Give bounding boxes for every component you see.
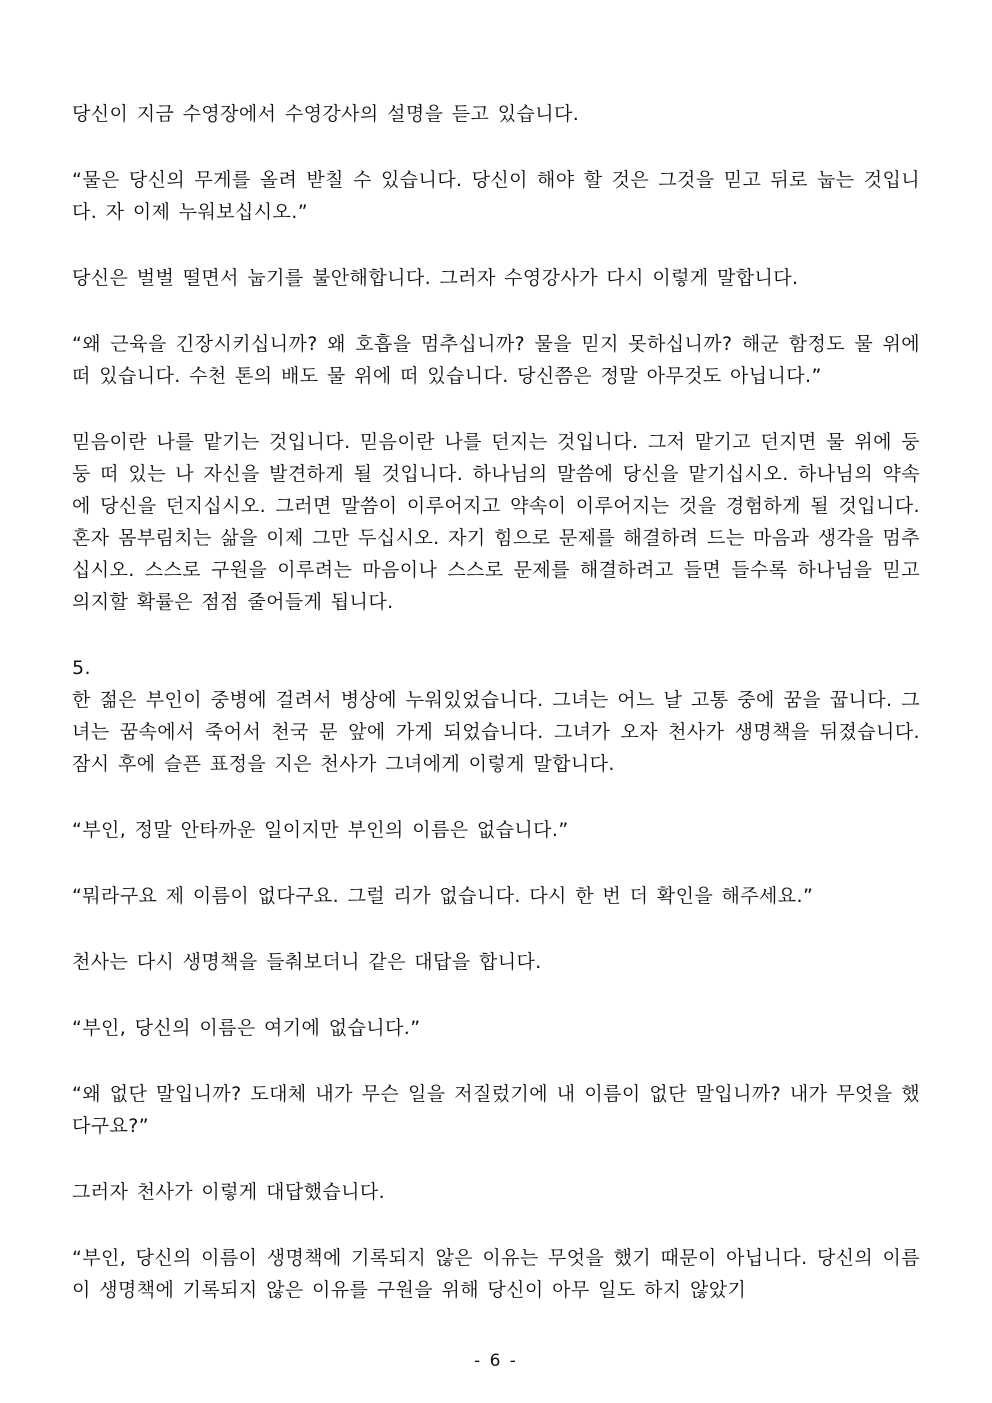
page-number: - 6 - [474,1351,518,1371]
paragraph: “왜 근육을 긴장시키십니까? 왜 호흡을 멈추십니까? 물을 믿지 못하십니까? 해군 함정도 물 위에 떠 있습니다. 수천 톤의 배도 물 위에 떠 있습니다. 당신쯤은 정말 아무것도 아닙니다.” [72,333,920,387]
paragraph: 믿음이란 나를 맡기는 것입니다. 믿음이란 나를 던지는 것입니다. 그저 맡기고 던지면 물 위에 둥둥 떠 있는 나 자신을 발견하게 될 것입니다. 하나님의 말씀에 당신을 맡기십시오. 하나님의 약속에 당신을 던지십시오. 그러면 말씀이 이루어지고 약속이 이루어지는 것을 경험하게 될 것입니다. 혼자 몸부림치는 삶을 이제 그만 두십시오. 자기 힘으로 문제를 해결하려 드는 마음과 생각을 멈추십시오. 스스로 구원을 이루려는 마음이나 스스로 문제를 해결하려고 들면 들수록 하나님을 믿고 의지할 확률은 점점 줄어들게 됩니다. [72,431,920,613]
paragraph: 천사는 다시 생명책을 들춰보더니 같은 대답을 합니다. [72,951,542,973]
paragraph: “부인, 정말 안타까운 일이지만 부인의 이름은 없습니다.” [72,819,569,841]
paragraph: 그러자 천사가 이렇게 대답했습니다. [72,1181,386,1203]
paragraph: “물은 당신의 무게를 올려 받칠 수 있습니다. 당신이 해야 할 것은 그것을 믿고 뒤로 눕는 것입니다. 자 이제 누워보십시오.” [72,169,920,223]
section-number: 5. [72,657,91,679]
paragraph: “부인, 당신의 이름이 생명책에 기록되지 않은 이유는 무엇을 했기 때문이 아닙니다. 당신의 이름이 생명책에 기록되지 않은 이유를 구원을 위해 당신이 아무 일도 하지 않았기 [72,1247,920,1301]
paragraph: 당신은 벌벌 떨면서 눕기를 불안해합니다. 그러자 수영강사가 다시 이렇게 말합니다. [72,267,799,289]
paragraph: “뭐라구요 제 이름이 없다구요. 그럴 리가 없습니다. 다시 한 번 더 확인을 해주세요.” [72,885,814,907]
document-body [72,98,920,1306]
paragraph: “왜 없단 말입니까? 도대체 내가 무슨 일을 저질렀기에 내 이름이 없단 말입니까? 내가 무엇을 했다구요?” [72,1083,920,1137]
paragraph: “부인, 당신의 이름은 여기에 없습니다.” [72,1017,421,1039]
paragraph: 당신이 지금 수영장에서 수영강사의 설명을 듣고 있습니다. [72,103,580,125]
paragraph: 한 젊은 부인이 중병에 걸려서 병상에 누워있었습니다. 그녀는 어느 날 고통 중에 꿈을 꿉니다. 그녀는 꿈속에서 죽어서 천국 문 앞에 가게 되었습니다. 그녀가 오자 천사가 생명책을 뒤졌습니다. 잠시 후에 슬픈 표정을 지은 천사가 그녀에게 이렇게 말합니다. [72,689,920,775]
